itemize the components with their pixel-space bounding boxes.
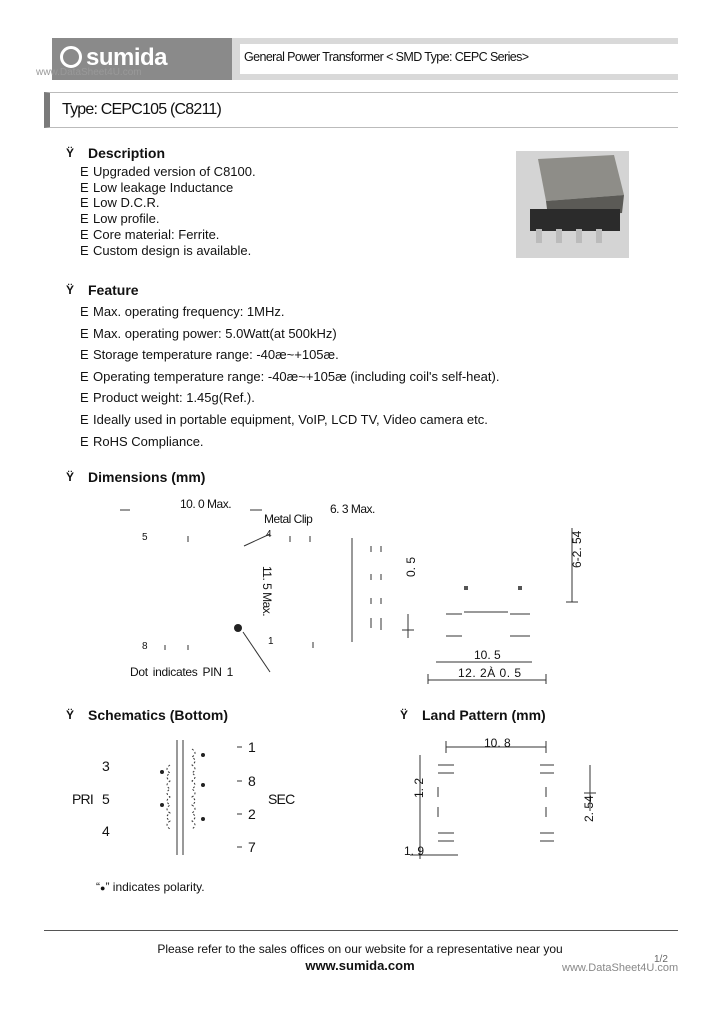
list-item: E Low leakage Inductance (80, 179, 234, 195)
list-item: E Custom design is available. (80, 242, 252, 258)
sch-pin-1: 1 (248, 739, 256, 755)
dim-pitch: 6-2. 54 (570, 530, 584, 568)
list-item: E Operating temperature range: -40æ~+105æ (including coil's self-heat). (80, 368, 500, 384)
schematics-heading: Schematics (Bottom) (88, 707, 229, 723)
feature-list (80, 301, 499, 452)
land-pattern-drawing (400, 735, 610, 860)
land-mark: Ÿ (400, 708, 409, 722)
dim-length-max: 11. 5 Max. (260, 566, 274, 617)
dim-height-max: 6. 3 Max. (330, 502, 375, 516)
header-title: General Power Transformer < SMD Type: CEPC Series> (244, 50, 529, 64)
feature-heading: Feature (88, 282, 139, 298)
sch-pin-2: 2 (248, 806, 256, 822)
list-item: E Ideally used in portable equipment, VoIP, LCD TV, Video camera etc. (80, 411, 488, 427)
description-list (80, 164, 256, 258)
pin-5-label: 5 (142, 532, 148, 543)
footer-note: Please refer to the sales offices on our website for a representative near you (157, 942, 563, 956)
dim-05: 0. 5 (404, 556, 418, 577)
sch-pri-label: PRI (72, 791, 93, 807)
sch-pin-7: 7 (248, 839, 256, 855)
land-h254: 2. 54 (582, 795, 596, 822)
description-heading: Description (88, 145, 166, 161)
land-width: 10. 8 (484, 736, 511, 750)
feature-mark: Ÿ (66, 283, 75, 297)
sch-pin-5: 5 (102, 791, 110, 807)
list-item: E Low D.C.R. (80, 195, 160, 211)
page-number: 1/2 (654, 954, 668, 965)
footer-divider (44, 930, 678, 931)
product-photo (516, 151, 629, 258)
pin-4-label: 4 (266, 529, 272, 540)
type-title: Type: CEPC105 (C8211) (62, 101, 221, 118)
land-h12: 1. 2 (412, 777, 426, 798)
list-item: E Max. operating frequency: 1MHz. (80, 304, 285, 319)
dimensions-heading: Dimensions (mm) (88, 469, 206, 485)
dim-105: 10. 5 (474, 648, 501, 662)
pin-8-label: 8 (142, 641, 148, 652)
land-w19: 1. 9 (404, 844, 425, 858)
logo-text: sumida (86, 44, 168, 71)
list-item: E Upgraded version of C8100. (80, 164, 256, 179)
list-item: E Product weight: 1.45g(Ref.). (80, 390, 255, 406)
dim-122: 12. 2À 0. 5 (458, 666, 522, 680)
footer-url[interactable]: www.sumida.com (305, 958, 415, 973)
metal-clip-label: Metal Clip (264, 512, 313, 526)
sch-sec-label: SEC (268, 791, 295, 807)
pin-1-label: 1 (268, 636, 274, 647)
land-heading: Land Pattern (mm) (422, 707, 546, 723)
dimensions-drawing (120, 490, 580, 690)
list-item: E Max. operating power: 5.0Watt(at 500kHz) (80, 325, 337, 341)
sumida-logo-icon (60, 46, 82, 68)
list-item: E RoHS Compliance. (80, 433, 204, 449)
dot-pin1-note: Dot indicates PIN 1 (130, 665, 234, 679)
polarity-note: “●” indicates polarity. (96, 880, 205, 894)
description-mark: Ÿ (66, 146, 75, 160)
sch-pin-4: 4 (102, 823, 110, 839)
list-item: E Storage temperature range: -40æ~+105æ. (80, 347, 339, 363)
schematics-mark: Ÿ (66, 708, 75, 722)
list-item: E Low profile. (80, 211, 160, 227)
sch-pin-3: 3 (102, 758, 110, 774)
schematic-diagram (112, 735, 252, 860)
polarity-dot-icon: ● (100, 883, 106, 893)
watermark-bottom: www.DataSheet4U.com (562, 962, 679, 974)
sch-pin-8: 8 (248, 773, 256, 789)
dimensions-mark: Ÿ (66, 470, 75, 484)
dim-width-max: 10. 0 Max. (180, 497, 232, 511)
watermark-top: www.DataSheet4U.com (36, 67, 142, 78)
list-item: E Core material: Ferrite. (80, 226, 220, 242)
